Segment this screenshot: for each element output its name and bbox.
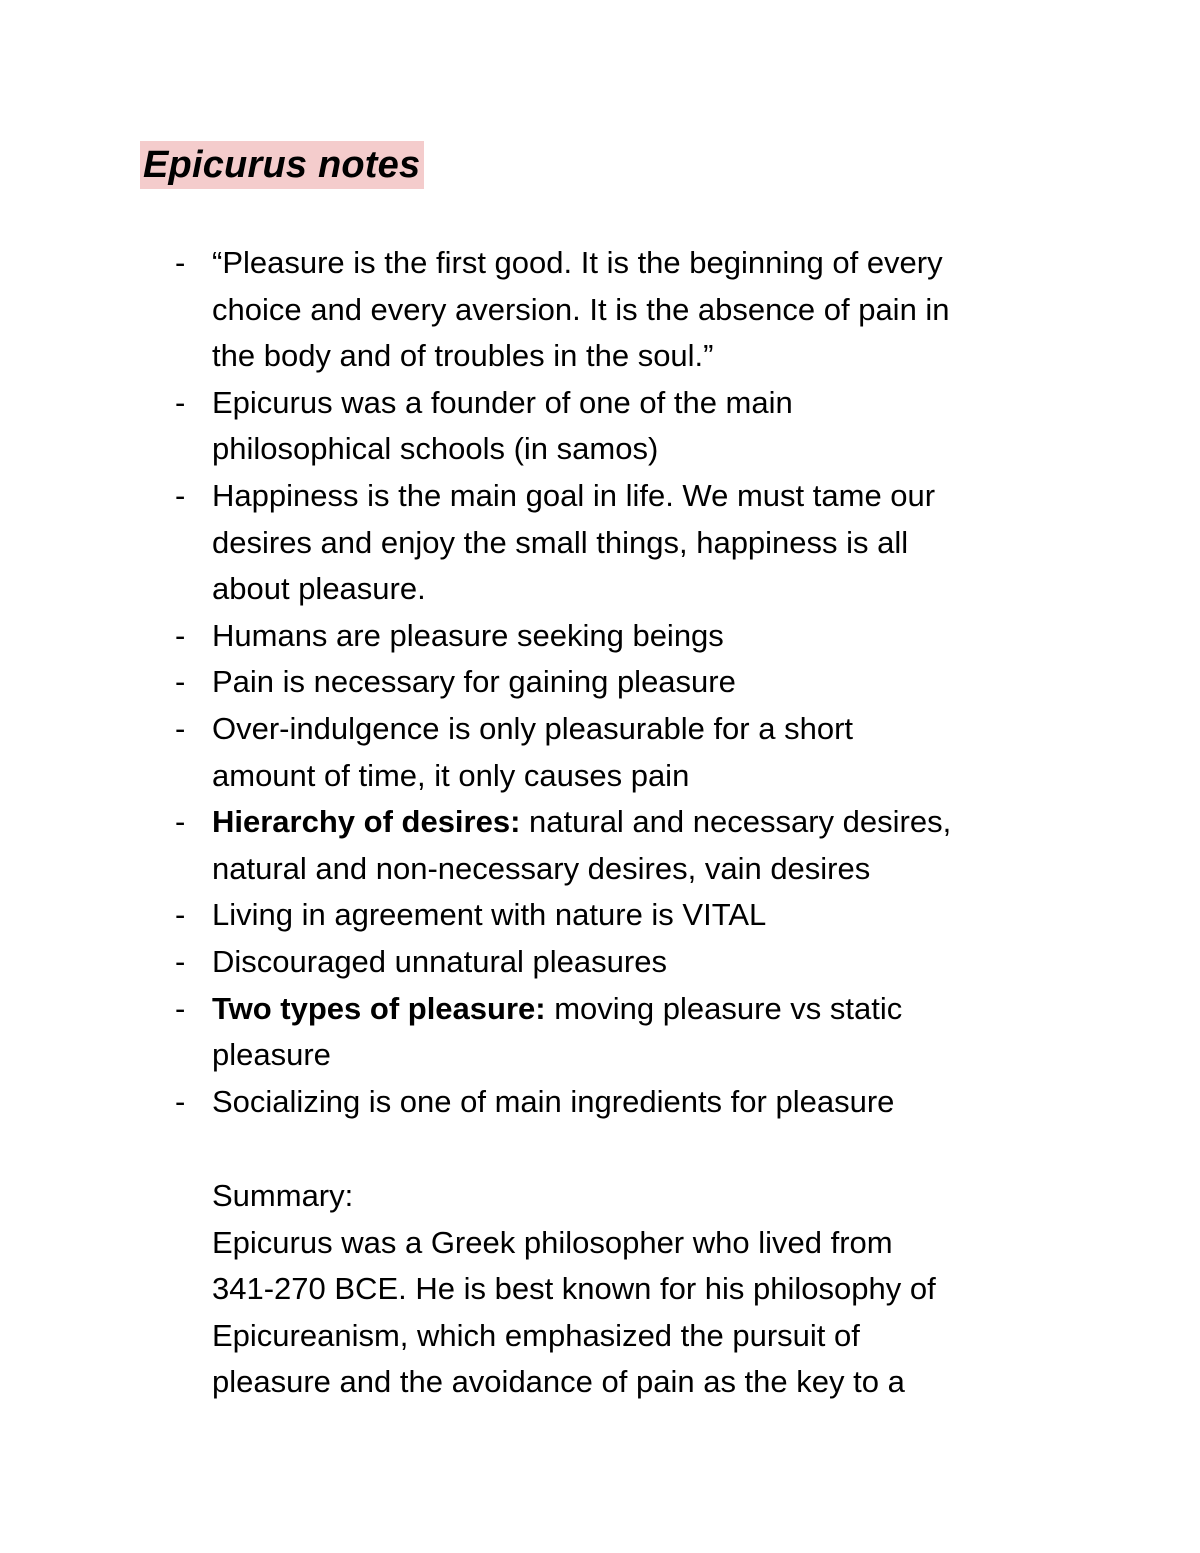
- bullet-item: [173, 799, 1073, 892]
- bullet-line: choice and every aversion. It is the absence of pain in: [212, 291, 950, 327]
- bullet-item: [173, 892, 1073, 939]
- summary-heading: Summary:: [212, 1178, 354, 1213]
- summary-line: Epicureanism, which emphasized the pursuit of: [212, 1317, 860, 1353]
- summary-line: pleasure and the avoidance of pain as the key to a: [212, 1364, 905, 1400]
- bullet-item: [173, 659, 1073, 706]
- bullet-line: Discouraged unnatural pleasures: [212, 943, 667, 979]
- bullet-dash-icon: -: [175, 943, 186, 979]
- bullet-item: [173, 240, 1073, 380]
- bullet-item: [173, 380, 1073, 473]
- bullet-dash-icon: -: [175, 804, 186, 840]
- bullet-line: Over-indulgence is only pleasurable for a short: [212, 710, 854, 746]
- bullet-bold-lead: Two types of pleasure:: [212, 990, 546, 1026]
- bullet-line: pleasure: [212, 1037, 331, 1073]
- bullet-line: “Pleasure is the first good. It is the beginning of every: [212, 245, 943, 280]
- bullet-line: [212, 799, 1073, 846]
- bullet-dash-icon: -: [175, 245, 186, 280]
- bullet-line: amount of time, it only causes pain: [212, 757, 690, 793]
- bullet-line: Socializing is one of main ingredients for pleasure: [212, 1083, 895, 1119]
- bullet-line: Humans are pleasure seeking beings: [212, 617, 724, 653]
- bullet-dash-icon: -: [175, 990, 186, 1026]
- bullet-line: Living in agreement with nature is VITAL: [212, 897, 767, 933]
- bullet-item: [173, 473, 1073, 613]
- bullet-line: Pain is necessary for gaining pleasure: [212, 664, 736, 700]
- bullet-dash-icon: -: [175, 617, 186, 653]
- bullet-dash-icon: -: [175, 384, 186, 420]
- bullet-text: natural and necessary desires,: [520, 804, 952, 840]
- summary-section: [212, 1173, 1112, 1406]
- bullet-item: [173, 986, 1073, 1079]
- summary-line: Epicurus was a Greek philosopher who lived from: [212, 1224, 893, 1260]
- page-title: Epicurus notes: [140, 141, 424, 189]
- bullet-line: natural and non-necessary desires, vain desires: [212, 850, 871, 886]
- bullet-dash-icon: -: [175, 477, 186, 513]
- bullet-item: [173, 1079, 1073, 1126]
- bullet-line: about pleasure.: [212, 571, 426, 607]
- bullet-text: moving pleasure vs static: [545, 990, 903, 1026]
- summary-line: 341-270 BCE. He is best known for his philosophy of: [212, 1271, 936, 1307]
- bullet-item: [173, 706, 1073, 799]
- bullet-dash-icon: -: [175, 897, 186, 933]
- bullet-line: Happiness is the main goal in life. We must tame our: [212, 477, 936, 513]
- bullet-line: philosophical schools (in samos): [212, 431, 659, 467]
- bullet-list: [173, 240, 1073, 1125]
- bullet-line: Epicurus was a founder of one of the main: [212, 384, 793, 420]
- bullet-dash-icon: -: [175, 710, 186, 746]
- bullet-item: [173, 613, 1073, 660]
- bullet-line: [212, 986, 1073, 1033]
- bullet-bold-lead: Hierarchy of desires:: [212, 804, 521, 840]
- bullet-dash-icon: -: [175, 664, 186, 700]
- bullet-line: desires and enjoy the small things, happiness is all: [212, 524, 909, 560]
- bullet-dash-icon: -: [175, 1083, 186, 1119]
- bullet-line: the body and of troubles in the soul.”: [212, 338, 714, 374]
- bullet-item: [173, 939, 1073, 986]
